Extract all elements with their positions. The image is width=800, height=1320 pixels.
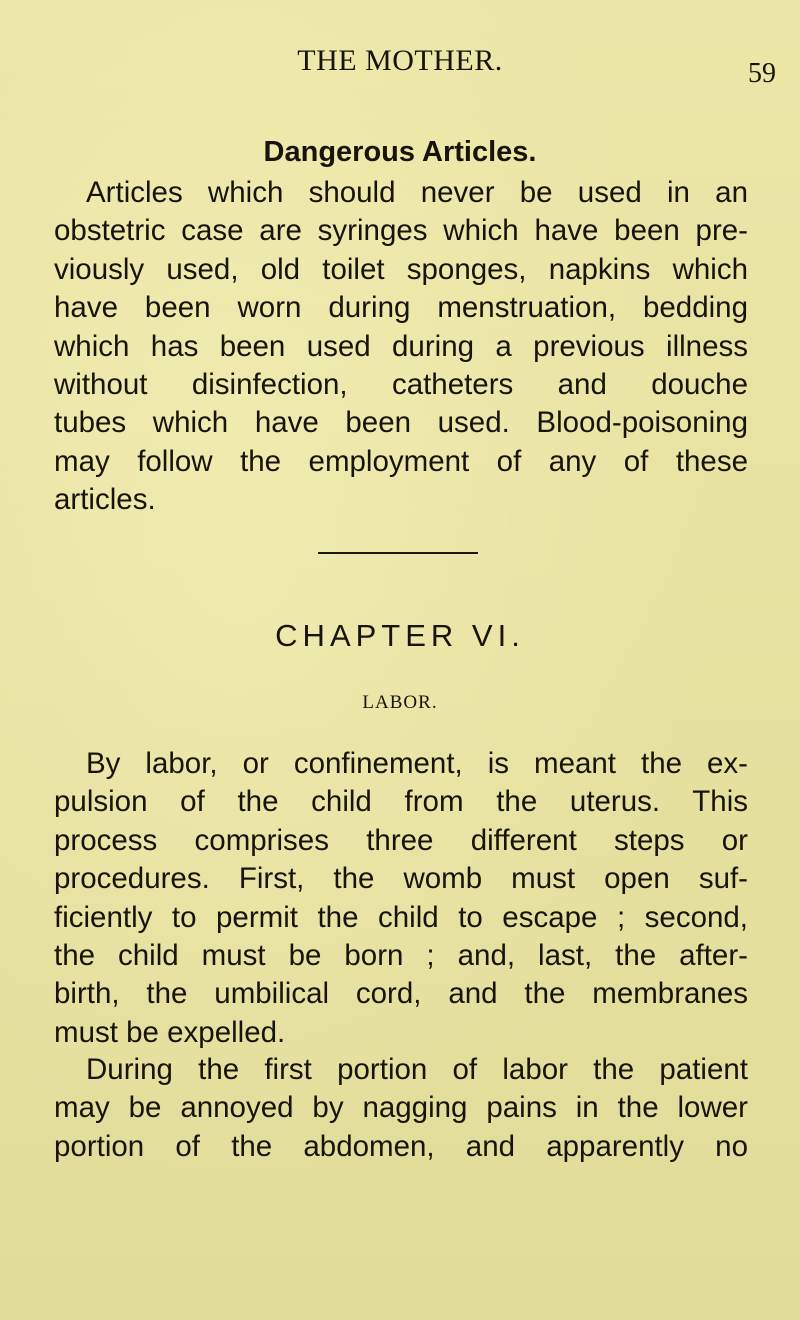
page-number: 59 [748, 58, 776, 89]
text-line: must be expelled. [54, 1015, 286, 1049]
text-line: process comprises three different steps or [54, 823, 748, 857]
text-line: articles. [54, 483, 156, 517]
text-line: ficiently to permit the child to escape ; second, [54, 900, 748, 934]
text-line: During the first portion of labor the patient [86, 1053, 748, 1086]
chapter-paragraph-1 [54, 745, 748, 1052]
text-line: which has been used during a previous illness [54, 329, 748, 363]
section-heading: Dangerous Articles. [263, 136, 537, 168]
chapter-subtitle: LABOR. [362, 692, 438, 713]
text-line: may follow the employment of any of these [54, 444, 748, 478]
text-line: By labor, or confinement, is meant the ex- [86, 747, 748, 780]
text-line: portion of the abdomen, and apparently no [54, 1129, 748, 1163]
text-line: tubes which have been used. Blood-poisoning [54, 406, 748, 440]
chapter-heading: CHAPTER VI. [275, 618, 525, 653]
section-divider [318, 552, 478, 554]
text-line: pulsion of the child from the uterus. This [54, 785, 748, 819]
text-line: may be annoyed by nagging pains in the lower [54, 1091, 748, 1125]
section-paragraph [54, 174, 748, 520]
text-line: the child must be born ; and, last, the after- [54, 939, 748, 973]
text-line: without disinfection, catheters and douche [54, 368, 748, 402]
text-line: procedures. First, the womb must open suf- [54, 862, 748, 896]
text-line: viously used, old toilet sponges, napkins which [54, 252, 748, 286]
text-line: obstetric case are syringes which have been pre- [54, 214, 748, 248]
chapter-paragraph-2 [54, 1051, 748, 1166]
running-head: THE MOTHER. [297, 44, 503, 77]
text-line: Articles which should never be used in an [86, 176, 748, 209]
text-line: birth, the umbilical cord, and the membranes [54, 977, 748, 1011]
text-line: have been worn during menstruation, bedding [54, 291, 748, 325]
